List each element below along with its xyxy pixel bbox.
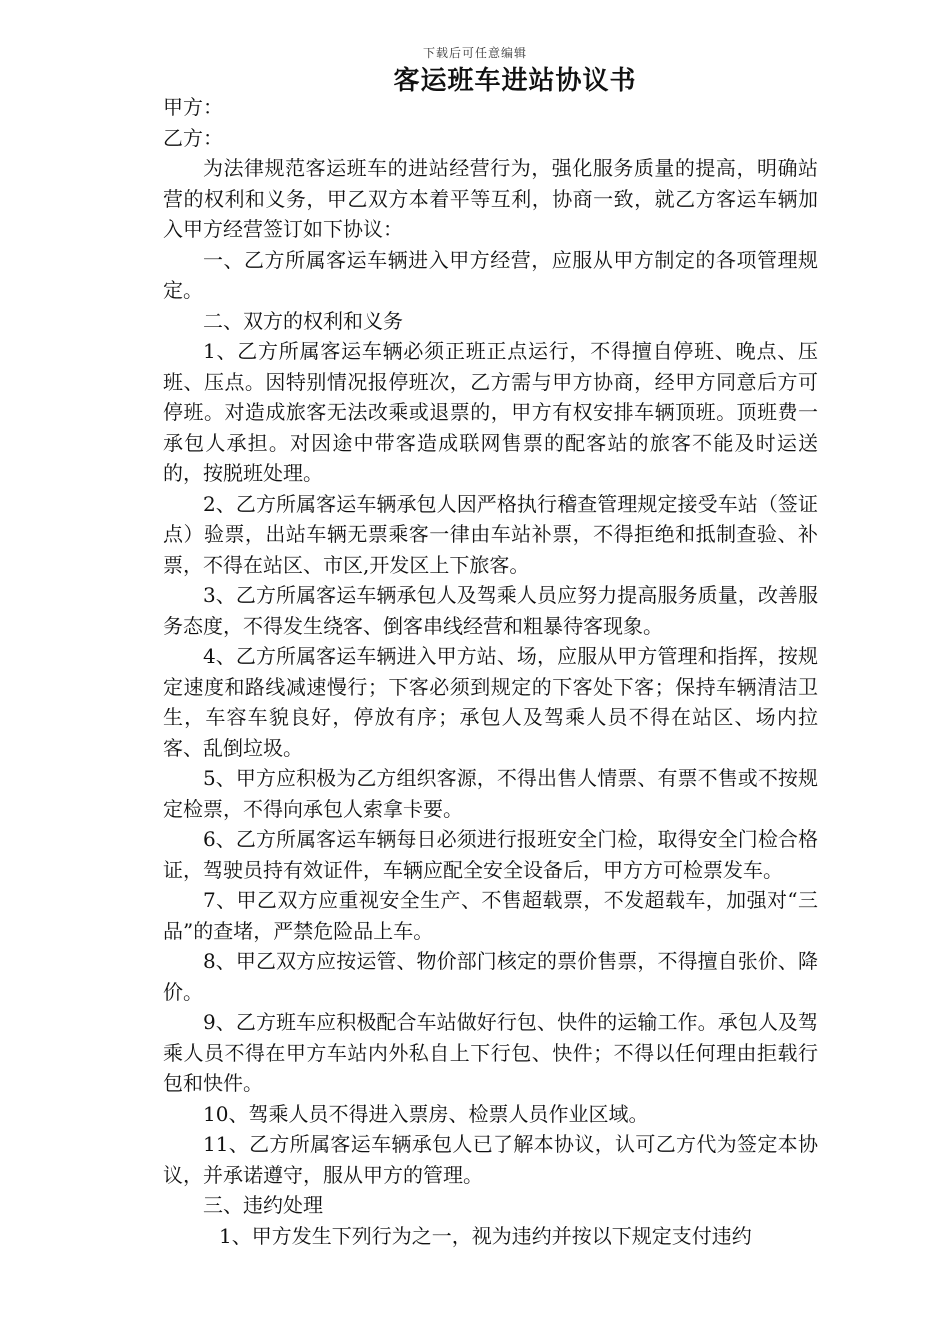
party-b-line: 乙方： <box>163 125 223 150</box>
paragraph-item-7: 7、甲乙双方应重视安全生产、不售超载票，不发超载车，加强对“三品”的查堵，严禁危险品上车。 <box>163 888 818 943</box>
paragraph-section-3-heading: 三、违约处理 <box>203 1193 323 1217</box>
paragraph-item-2: 2、乙方所属客运车辆承包人因严格执行稽查管理规定接受车站（签证点）验票，出站车辆无票乘客一律由车站补票，不得拒绝和抵制查验、补票，不得在站区、市区,开发区上下旅客。 <box>163 491 818 577</box>
paragraph-section-2-heading: 二、双方的权利和义务 <box>203 308 403 333</box>
paragraph-item-4: 4、乙方所属客运车辆进入甲方站、场，应服从甲方管理和指挥，按规定速度和路线减速慢行；下客必须到规定的下客处下客；保持车辆清洁卫生，车容车貌良好，停放有序；承包人及驾乘人员不得在站区、场内拉客、乱倒垃圾。 <box>163 644 818 760</box>
paragraph-item-6: 6、乙方所属客运车辆每日必须进行报班安全门检，取得安全门检合格证，驾驶员持有效证件，车辆应配全安全设备后，甲方方可检票发车。 <box>163 827 818 882</box>
paragraph-breach-item-1: 1、甲方发生下列行为之一，视为违约并按以下规定支付违约 <box>219 1223 752 1248</box>
paragraph-item-11: 11、乙方所属客运车辆承包人已了解本协议，认可乙方代为签定本协议，并承诺遵守，服从甲方的管理。 <box>163 1132 818 1187</box>
document-title: 客运班车进站协议书 <box>393 66 637 96</box>
header-note: 下载后可任意编辑 <box>422 46 527 60</box>
paragraph-item-1: 1、乙方所属客运车辆必须正班正点运行，不得擅自停班、晚点、压班、压点。因特别情况报停班次，乙方需与甲方协商，经甲方同意后方可停班。对造成旅客无法改乘或退票的，甲方有权安排车辆顶班。顶班费一承包人承担。对因途中带客造成联网售票的配客站的旅客不能及时运送的，按脱班处理。 <box>163 339 818 485</box>
paragraph-item-8: 8、甲乙双方应按运管、物价部门核定的票价售票，不得擅自张价、降价。 <box>163 949 818 1004</box>
paragraph-preamble: 为法律规范客运班车的进站经营行为，强化服务质量的提高，明确站营的权利和义务，甲乙双方本着平等互利，协商一致，就乙方客运车辆加入甲方经营签订如下协议： <box>163 156 818 241</box>
paragraph-item-10: 10、驾乘人员不得进入票房、检票人员作业区域。 <box>203 1101 649 1126</box>
paragraph-section-1: 一、乙方所属客运车辆进入甲方经营，应服从甲方制定的各项管理规定。 <box>163 247 818 302</box>
party-a-line: 甲方： <box>163 95 223 119</box>
paragraph-item-3: 3、乙方所属客运车辆承包人及驾乘人员应努力提高服务质量，改善服务态度，不得发生绕客、倒客串线经营和粗暴待客现象。 <box>163 583 818 638</box>
paragraph-item-5: 5、甲方应积极为乙方组织客源，不得出售人情票、有票不售或不按规定检票，不得向承包人索拿卡要。 <box>163 766 818 821</box>
paragraph-item-9: 9、乙方班车应积极配合车站做好行包、快件的运输工作。承包人及驾乘人员不得在甲方车站内外私自上下行包、快件；不得以任何理由拒载行包和快件。 <box>163 1010 818 1095</box>
document-body <box>163 92 818 1251</box>
